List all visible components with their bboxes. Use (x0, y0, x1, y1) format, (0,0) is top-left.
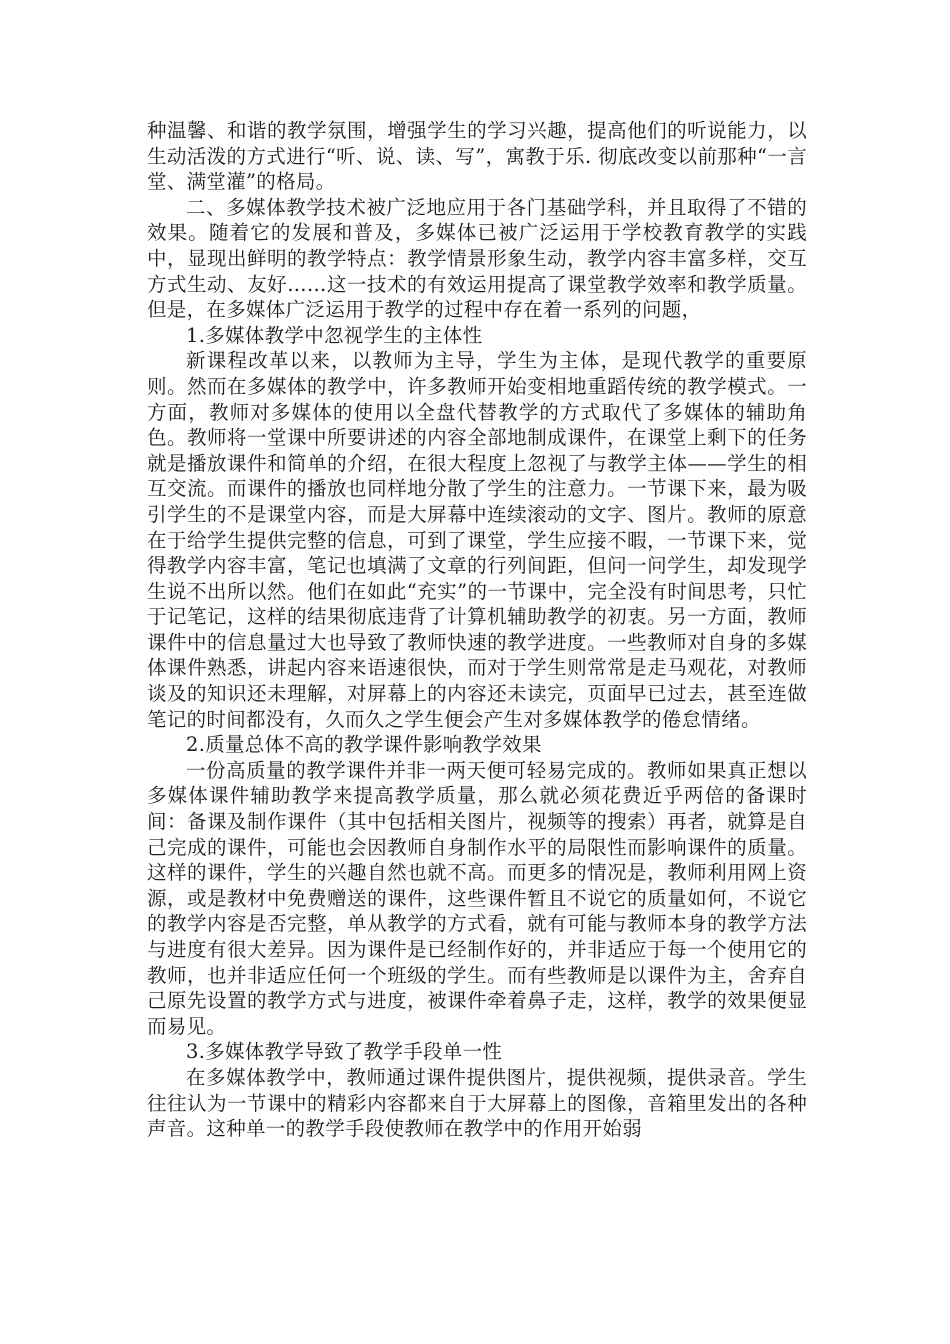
paragraph-courseware-quality: 一份高质量的教学课件并非一两天便可轻易完成的。教师如果真正想以多媒体课件辅助教学来提高教学质量，那么就必须花费近乎两倍的备课时间：备课及制作课件（其中包括相关图片，视频等的搜索）再者，就算是自己完成的课件，可能也会因教师自身制作水平的局限性而影响课件的质量。这样的课件，学生的兴趣自然也就不高。而更多的情况是，教师利用网上资源，或是教材中免费赠送的课件，这些课件暂且不说它的质量如何，不说它的教学内容是否完整，单从教学的方式看，就有可能与教师本身的教学方法与进度有很大差异。因为课件是已经制作好的，并非适应于每一个使用它的教师，也并非适应任何一个班级的学生。而有些教师是以课件为主，舍弃自己原先设置的教学方式与进度，被课件牵着鼻子走，这样，教学的效果便显而易见。 (147, 758, 807, 1038)
document-body (147, 118, 807, 1142)
paragraph-single-method: 在多媒体教学中，教师通过课件提供图片，提供视频，提供录音。学生往往认为一节课中的精彩内容都来自于大屏幕上的图像，音箱里发出的各种声音。这种单一的教学手段使教师在教学中的作用开始弱 (147, 1065, 807, 1141)
heading-courseware-quality: 2.质量总体不高的教学课件影响教学效果 (186, 733, 542, 757)
paragraph-section-two: 二、多媒体教学技术被广泛地应用于各门基础学科，并且取得了不错的效果。随着它的发展和普及，多媒体已被广泛运用于学校教育教学的实践中，显现出鲜明的教学特点：教学情景形象生动，教学内容丰富多样，交互方式生动、友好……这一技术的有效运用提高了课堂教学效率和教学质量。但是，在多媒体广泛运用于教学的过程中存在着一系列的问题， (147, 195, 807, 322)
paragraph-intro-continued: 种温馨、和谐的教学氛围，增强学生的学习兴趣，提高他们的听说能力，以生动活泼的方式进行“听、说、读、写”，寓教于乐. 彻底改变以前那种“一言堂、满堂灌”的格局。 (147, 119, 807, 194)
heading-single-method: 3.多媒体教学导致了教学手段单一性 (186, 1040, 503, 1064)
paragraph-subject-neglect: 新课程改革以来，以教师为主导，学生为主体，是现代教学的重要原则。然而在多媒体的教学中，许多教师开始变相地重蹈传统的教学模式。一方面，教师对多媒体的使用以全盘代替教学的方式取代了多媒体的辅助角色。教师将一堂课中所要讲述的内容全部地制成课件，在课堂上剩下的任务就是播放课件和简单的介绍，在很大程度上忽视了与教学主体——学生的相互交流。而课件的播放也同样地分散了学生的注意力。一节课下来，最为吸引学生的不是课堂内容，而是大屏幕中连续滚动的文字、图片。教师的原意在于给学生提供完整的信息，可到了课堂，学生应接不暇，一节课下来，觉得教学内容丰富，笔记也填满了文章的行列间距，但问一问学生，却发现学生说不出所以然。他们在如此“充实”的一节课中，完全没有时间思考，只忙于记笔记，这样的结果彻底违背了计算机辅助教学的初衷。另一方面，教师课件中的信息量过大也导致了教师快速的教学进度。一些教师对自身的多媒体课件熟悉，讲起内容来语速很快，而对于学生则常常是走马观花，对教师谈及的知识还未理解，对屏幕上的内容还未读完，页面早已过去，甚至连做笔记的时间都没有，久而久之学生便会产生对多媒体教学的倦怠情绪。 (147, 349, 807, 731)
heading-subject-neglect: 1.多媒体教学中忽视学生的主体性 (186, 323, 483, 347)
